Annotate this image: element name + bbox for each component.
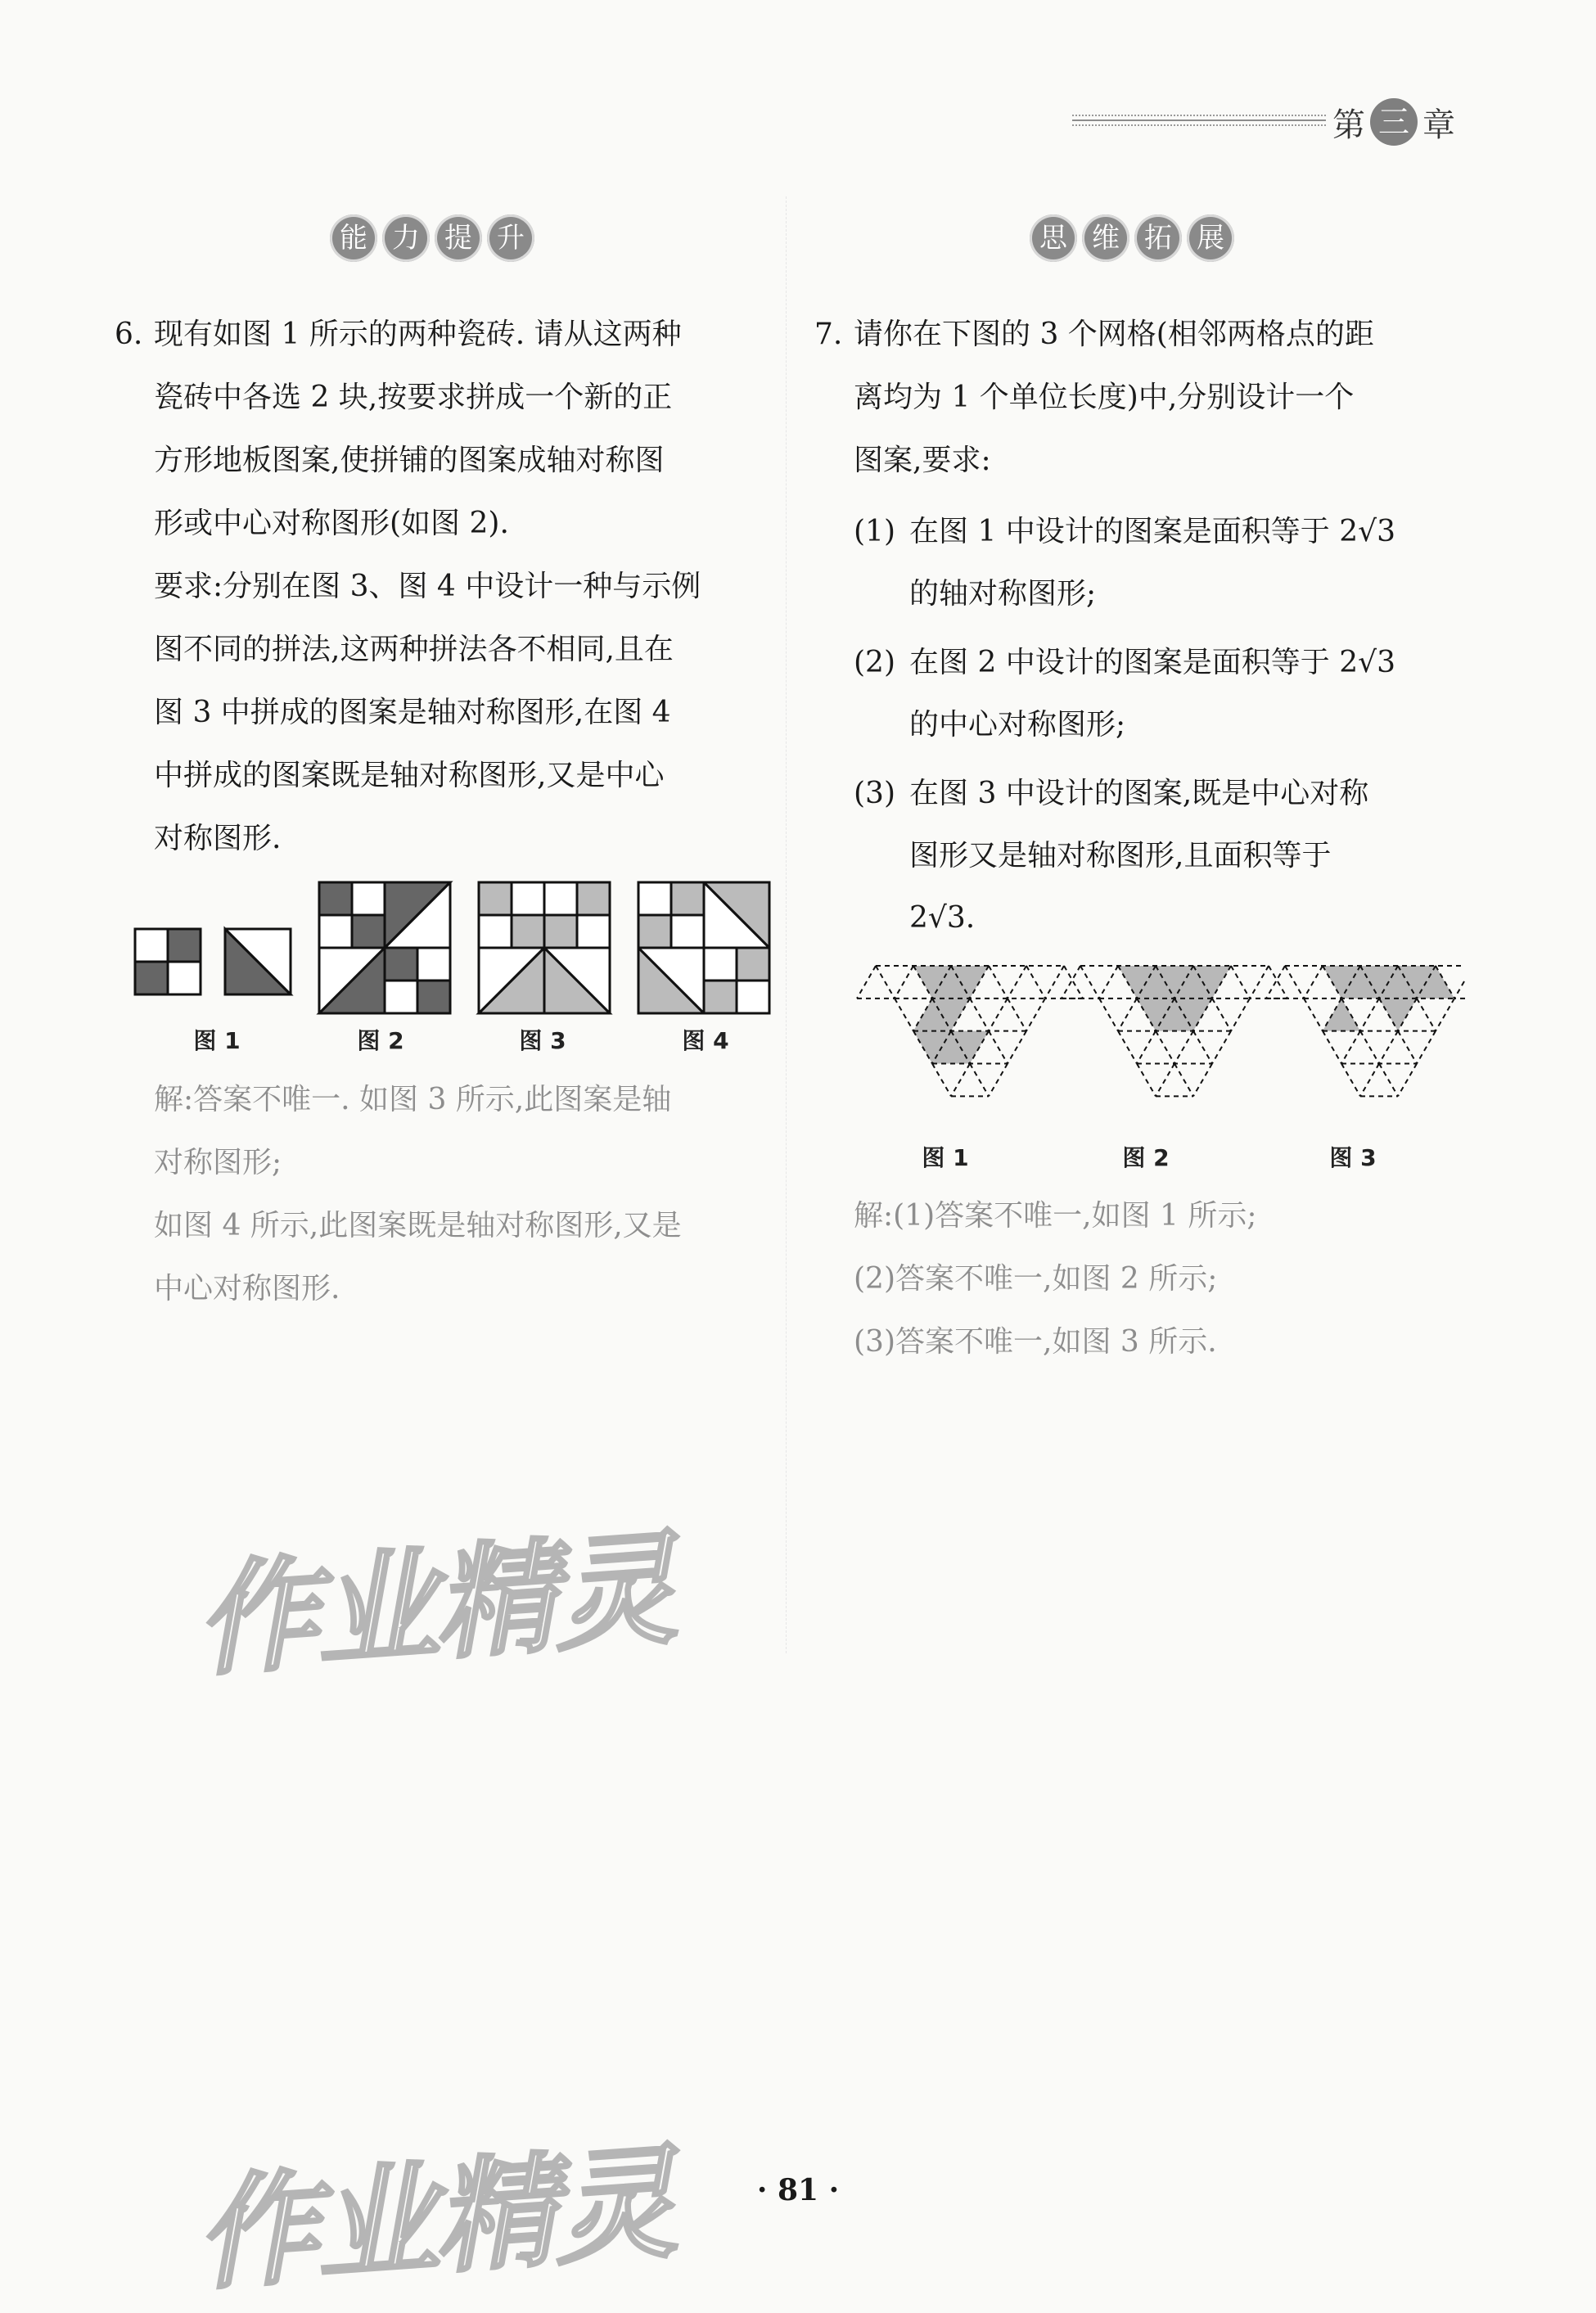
answer-line: 中心对称图形. [154,1272,340,1305]
triangle-grid-figures [843,958,1465,1146]
problem-number: 6. [115,318,143,351]
problem-line: 对称图形. [154,822,282,855]
requirements [854,501,1476,949]
answer-line: (2)答案不唯一,如图 2 所示; [854,1262,1218,1296]
problem-line: 图不同的拼法,这两种拼法各不相同,且在 [154,633,674,666]
grid-figure-3 [1266,966,1465,1096]
requirement-line: 图形又是轴对称图形,且面积等于 [909,839,1332,872]
badge-char: 拓 [1134,214,1182,262]
requirement-1 [854,501,1476,625]
requirement-3 [854,763,1476,949]
problem-line: 现有如图 1 所示的两种瓷砖. 请从这两种 [154,318,682,351]
grid-figure-2 [1062,966,1287,1096]
figure-4-answer [638,882,769,1013]
header-rule [1072,111,1326,136]
figure-caption: 图 1 [193,1027,241,1054]
answer-line: 如图 4 所示,此图案既是轴对称图形,又是 [154,1209,682,1242]
requirement-label: (3) [854,777,895,810]
figure-1-diagonal-tile [225,929,291,994]
requirement-line: 在图 2 中设计的图案是面积等于 2√3 [909,646,1395,679]
badge-char: 升 [487,214,534,262]
watermark: 作业精灵 [191,1517,679,1694]
answer-line: 对称图形; [154,1146,282,1179]
badge-char: 提 [435,214,482,262]
problem-line: 离均为 1 个单位长度)中,分别设计一个 [854,381,1355,414]
problem-line: 方形地板图案,使拼铺的图案成轴对称图 [154,444,665,477]
chapter-prefix: 第 [1332,106,1365,144]
badge-char: 展 [1187,214,1234,262]
badge-char: 能 [330,214,377,262]
figure-3-answer [479,882,610,1013]
problem-line: 中拼成的图案既是轴对称图形,又是中心 [154,759,665,792]
figure-2-example-floor [319,882,450,1013]
problem-line: 请你在下图的 3 个网格(相邻两格点的距 [854,318,1374,351]
answer-7 [854,1184,1476,1373]
problem-number: 7. [814,318,843,351]
requirement-label: (1) [854,515,895,548]
figure-caption: 图 3 [519,1027,566,1054]
column-divider [786,196,787,1653]
chapter-number: 三 [1370,98,1418,146]
requirement-line: 的轴对称图形; [909,577,1097,611]
figure-1-checker-tile [135,929,201,994]
problem-line: 要求:分别在图 3、图 4 中设计一种与示例 [154,570,701,603]
tile-figures [131,876,778,1023]
answer-line: (3)答案不唯一,如图 3 所示. [854,1325,1217,1359]
section-badge-thinking [1030,214,1234,262]
chapter-suffix: 章 [1422,106,1455,144]
badge-char: 维 [1082,214,1129,262]
problem-line: 图案,要求: [854,444,991,477]
figure-caption: 图 4 [682,1027,729,1054]
answer-6 [154,1068,776,1320]
figure-caption: 图 2 [1122,1144,1170,1171]
section-badge-ability [330,214,534,262]
requirement-line: 在图 1 中设计的图案是面积等于 2√3 [909,515,1395,548]
figure-caption: 图 3 [1329,1144,1377,1171]
answer-line: 解:(1)答案不唯一,如图 1 所示; [854,1199,1257,1233]
badge-char: 力 [382,214,430,262]
problem-line: 形或中心对称图形(如图 2). [154,507,509,540]
watermark: 作业精灵 [191,2131,679,2308]
page-number: · 81 · [756,2173,840,2207]
answer-line: 解:答案不唯一. 如图 3 所示,此图案是轴 [154,1083,672,1116]
requirement-2 [854,632,1476,756]
grid-figure-1 [857,966,1083,1096]
requirement-line: 2√3. [909,901,976,935]
figure-caption: 图 1 [922,1144,969,1171]
problem-line: 瓷砖中各选 2 块,按要求拼成一个新的正 [154,381,673,414]
problem-7 [814,303,1469,492]
badge-char: 思 [1030,214,1077,262]
requirement-line: 在图 3 中设计的图案,既是中心对称 [909,777,1369,810]
problem-line: 图 3 中拼成的图案是轴对称图形,在图 4 [154,696,671,729]
problem-6 [115,303,769,870]
figure-caption: 图 2 [357,1027,404,1054]
chapter-title [1332,98,1455,146]
requirement-line: 的中心对称图形; [909,708,1126,742]
requirement-label: (2) [854,646,895,679]
